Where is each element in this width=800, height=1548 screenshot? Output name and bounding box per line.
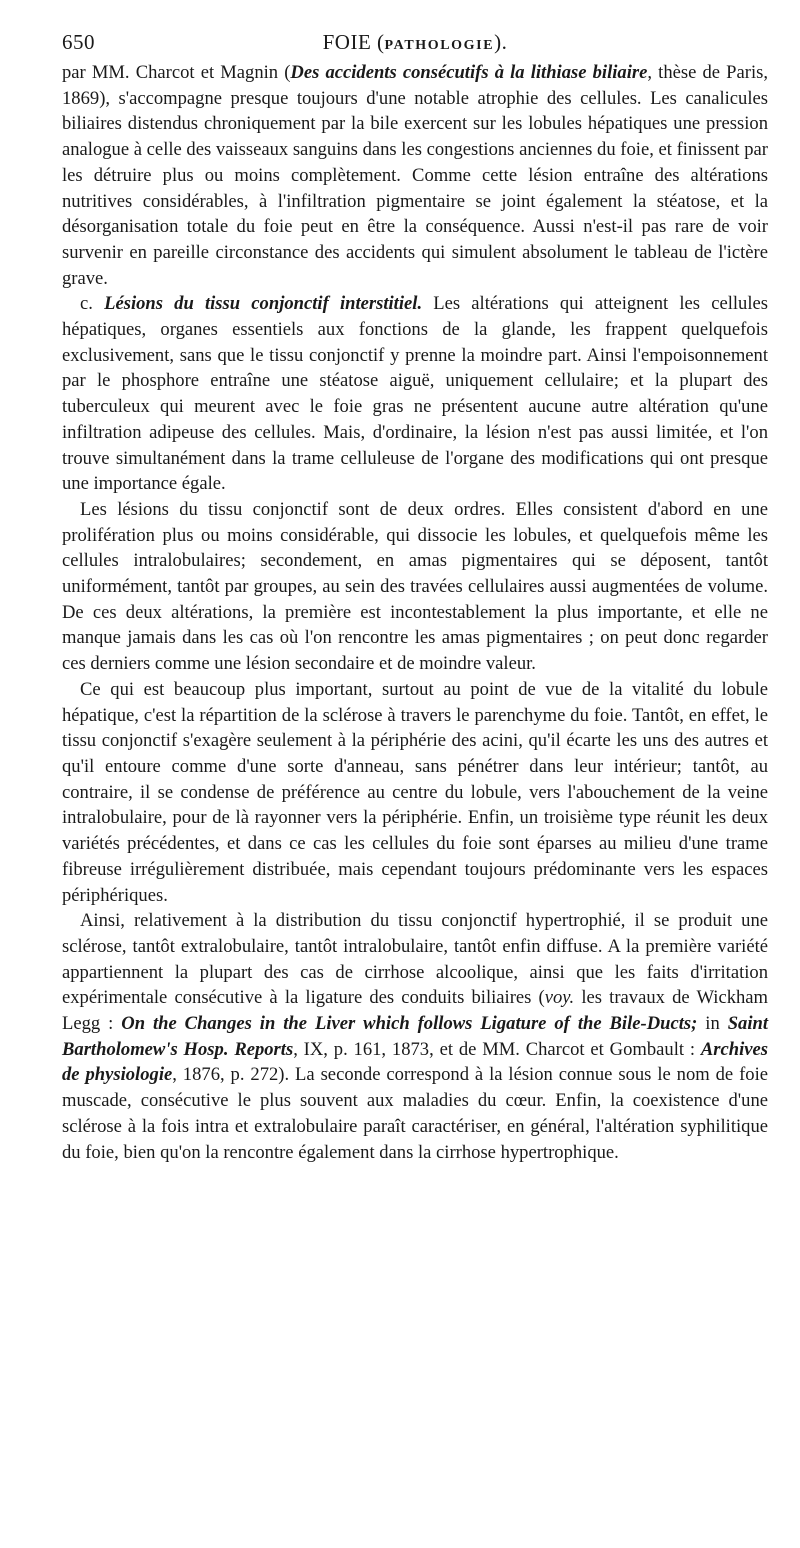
text-segment: in <box>697 1013 728 1035</box>
paragraph <box>62 908 768 1165</box>
emphasis-segment: Lésions du tissu conjonctif interstitiel. <box>104 293 423 315</box>
emphasis-segment: Des accidents consécutifs à la lithiase biliaire <box>290 62 648 83</box>
emphasis-segment: On the Changes in the Liver which follows Ligature of the Bile-Ducts; <box>121 1013 698 1035</box>
paragraph <box>62 677 768 908</box>
paragraph <box>62 497 768 677</box>
text-segment: , 1876, p. 272). La seconde correspond à la lésion connue sous le nom de foie muscade, consécutive le plus souvent aux maladies du cœur. Enfin, la coexistence d'une sclérose à la fois intra et extralobulaire paraît caractériser, en général, l'altération syphilitique du foie, bien qu'on la rencontre également dans la cirrhose hypertrophique. <box>62 1064 768 1163</box>
text-segment: Les lésions du tissu conjonctif sont de deux ordres. Elles consistent d'abord en une prolifération plus ou moins considérable, qui dissocie les lobules, et quelquefois même les cellules intralobulaires; secondement, en amas pigmentaires qui se déposent, tantôt uniformément, tantôt par groupes, au sein des travées cellulaires aussi augmentées de volume. De ces deux altérations, la première est incontestablement la plus importante, et elle ne manque jamais dans les cas où l'on rencontre les amas pigmentaires ; on peut donc regarder ces derniers comme une lésion secondaire et de moindre valeur. <box>62 498 768 675</box>
emphasis-segment: Archives de physiologie <box>62 1038 768 1086</box>
text-segment: Les altérations qui atteignent les cellules hépatiques, organes essentiels aux fonctions de la glande, les frappent quelquefois exclusivement, sans que le tissu conjonctif y prenne la moindre part. Ainsi l'empoisonnement par le phosphore entraîne une stéatose aiguë, uniquement cellulaire; et la plupart des tuberculeux qui meurent avec le foie gras ne présentent aucune autre altération qu'une infiltration adipeuse des cellules. Mais, d'ordinaire, la lésion n'est pas aussi limitée, et l'on trouve simultanément dans la trame celluleuse de l'organe des modifications qui ont presque une importance égale. <box>62 293 768 495</box>
text-segment: , IX, p. 161, 1873, et de MM. Charcot et Gombault : <box>293 1038 701 1060</box>
body-text <box>62 60 768 1165</box>
emphasis-segment: voy. <box>544 987 575 1009</box>
paragraph <box>62 60 768 291</box>
running-title-main: FOIE <box>322 30 372 54</box>
running-title-small-text: PATHOLOGIE <box>384 38 495 53</box>
page-number: 650 <box>62 30 95 54</box>
text-segment: par MM. Charcot et Magnin ( <box>62 62 291 83</box>
text-segment: Ce qui est beaucoup plus important, surtout au point de vue de la vitalité du lobule hépatique, c'est la répartition de la sclérose à travers le parenchyme du foie. Tantôt, en effet, le tissu conjonctif s'exagère seulement à la périphérie des acini, qu'il écarte les uns des autres et qu'il entoure comme d'une sorte d'anneau, sans pénétrer dans leur intérieur; tantôt, au contraire, il se condense de préférence au centre du lobule, vers l'abouchement de la veine intralobulaire, pour de là rayonner vers la périphérie. Enfin, un troisième type réunit les deux variétés précédentes, et dans ce cas les cellules du foie sont éparses au milieu d'une trame fibreuse irrégulièrement distribuée, mais cependant toujours prédominante vers les espaces périphériques. <box>62 678 768 906</box>
paragraph <box>62 291 768 497</box>
text-segment: c. <box>80 293 105 315</box>
emphasis-segment: Saint Bartholomew's Hosp. Reports <box>62 1013 768 1060</box>
text-segment: Ainsi, relativement à la distribution du tissu conjonctif hypertrophié, il se produit une sclérose, tantôt extralobulaire, tantôt intralobulaire, tantôt enfin diffuse. A la première variété appartiennent la plupart des cas de cirrhose alcoolique, ainsi que les faits d'irritation expérimentale consécutive à la ligature des conduits biliaires ( <box>62 910 768 1009</box>
page-header <box>62 30 768 60</box>
text-segment: , thèse de Paris, 1869), s'accompagne presque toujours d'une notable atrophie des cellules. Les canalicules biliaires distendus chroniquement par la bile exercent sur les lobules hépatiques une pression analogue à celle des vaisseaux sanguins dans les congestions anciennes du foie, et finissent par les détruire plus ou moins complètement. Comme cette lésion entraîne des altérations nutritives considérables, à l'infiltration pigmentaire se joint également la stéatose, et la désorganisation totale du foie peut en être la conséquence. Aussi n'est-il pas rare de voir survenir en pareille circonstance des accidents qui simulent absolument le tableau de l'ictère grave. <box>62 62 768 289</box>
text-segment: les travaux de Wickham Legg : <box>62 987 769 1035</box>
running-title-small: (PATHOLOGIE). <box>377 30 508 54</box>
running-title <box>62 30 768 55</box>
